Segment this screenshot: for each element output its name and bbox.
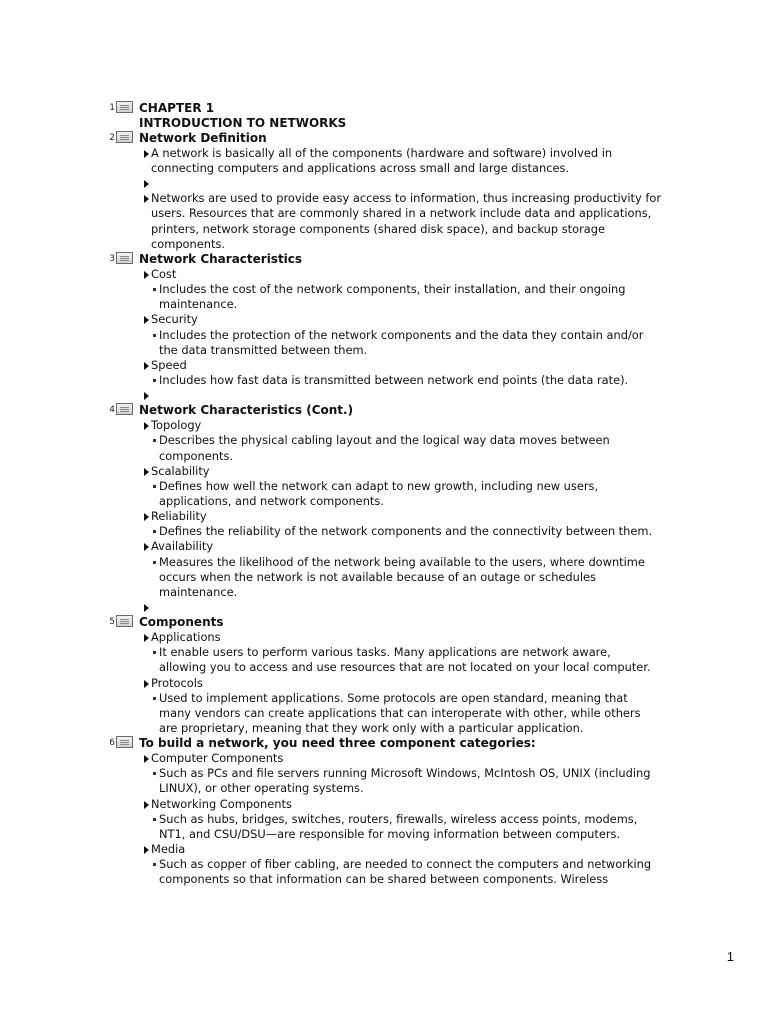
square-bullet-icon bbox=[153, 863, 156, 866]
triangle-bullet-icon bbox=[144, 513, 149, 521]
bullet-text: Networking Components bbox=[151, 796, 292, 811]
sub-bullet-item bbox=[159, 812, 659, 842]
bullet-text: Scalability bbox=[151, 463, 210, 478]
bullet-item bbox=[151, 358, 671, 373]
bullet-text: Reliability bbox=[151, 509, 207, 524]
triangle-bullet-icon bbox=[144, 362, 149, 370]
bullet-text: Networks are used to provide easy access to information, thus increasing productivity for users. Resources that are commonly shared in a network include data and applications, printers, network storage components (shared disk space), and backup storage components. bbox=[151, 191, 662, 251]
sub-bullet-item bbox=[159, 691, 659, 736]
triangle-bullet-icon bbox=[144, 543, 149, 551]
triangle-bullet-icon bbox=[144, 604, 149, 612]
bullet-item bbox=[151, 312, 671, 327]
square-bullet-icon bbox=[153, 561, 156, 564]
slide-title bbox=[139, 252, 699, 267]
bullet-item bbox=[151, 797, 671, 812]
bullet-text: It enable users to perform various tasks. Many applications are network aware, allowing you to access and use resources that are not located on your local computer. bbox=[159, 645, 651, 675]
triangle-bullet-icon bbox=[144, 180, 149, 188]
triangle-bullet-icon bbox=[144, 316, 149, 324]
slide-title-line: Network Characteristics (Cont.) bbox=[139, 403, 354, 418]
sub-bullet-item bbox=[159, 766, 659, 796]
triangle-bullet-icon bbox=[144, 846, 149, 854]
slide-title bbox=[139, 736, 699, 751]
slide-number: 2 bbox=[109, 133, 115, 143]
bullet-text: Security bbox=[151, 312, 198, 327]
bullet-text: Media bbox=[151, 842, 186, 857]
slide-title-line: Network Characteristics bbox=[139, 251, 303, 266]
bullet-text: Describes the physical cabling layout and the logical way data moves between components. bbox=[159, 433, 610, 463]
bullet-text: Speed bbox=[151, 357, 187, 372]
bullet-text: A network is basically all of the components (hardware and software) involved in connecting computers and applications across small and large distances. bbox=[151, 146, 613, 176]
slide-number: 3 bbox=[109, 253, 115, 264]
slide-number: 5 bbox=[109, 617, 115, 628]
bullet-text: Such as PCs and file servers running Microsoft Windows, McIntosh OS, UNIX (including LINUX), or other operating systems. bbox=[159, 766, 651, 796]
slide-title-line: To build a network, you need three component categories: bbox=[139, 736, 536, 751]
triangle-bullet-icon bbox=[144, 392, 149, 400]
triangle-bullet-icon bbox=[144, 150, 149, 158]
page-number: 1 bbox=[726, 949, 734, 964]
sub-bullet-item bbox=[159, 645, 659, 675]
slide-title bbox=[139, 131, 699, 146]
slide-outline-3 bbox=[0, 252, 768, 403]
bullet-item bbox=[151, 539, 671, 554]
sub-bullet-item bbox=[159, 524, 659, 539]
bullet-item bbox=[151, 464, 671, 479]
triangle-bullet-icon bbox=[144, 634, 149, 642]
bullet-item bbox=[151, 509, 671, 524]
square-bullet-icon bbox=[153, 697, 156, 700]
bullet-item bbox=[151, 191, 671, 252]
slide-title-line: Network Definition bbox=[139, 131, 267, 145]
bullet-text: Such as hubs, bridges, switches, routers, firewalls, wireless access points, modems, NT1, and CSU/DSU—are responsible for moving information between computers. bbox=[159, 811, 638, 841]
sub-bullet-item bbox=[159, 373, 659, 388]
square-bullet-icon bbox=[153, 772, 156, 775]
bullet-item bbox=[151, 146, 671, 176]
bullet-item bbox=[151, 600, 671, 615]
bullet-text: Applications bbox=[151, 630, 221, 645]
slide-outline-4 bbox=[0, 403, 768, 615]
slide-title bbox=[139, 403, 699, 418]
triangle-bullet-icon bbox=[144, 680, 149, 688]
slide-outline-1 bbox=[0, 101, 768, 131]
triangle-bullet-icon bbox=[144, 195, 149, 203]
bullet-text: Such as copper of fiber cabling, are needed to connect the computers and networking components so that information can be shared between components. Wireless bbox=[159, 857, 652, 887]
slide-title bbox=[139, 101, 699, 131]
triangle-bullet-icon bbox=[144, 755, 149, 763]
sub-bullet-item bbox=[159, 555, 659, 600]
slide-title bbox=[139, 615, 699, 630]
bullet-text: Includes the protection of the network components and the data they contain and/or the data transmitted between them. bbox=[159, 327, 644, 357]
slide-thumbnail-icon bbox=[116, 615, 133, 627]
bullet-text: Measures the likelihood of the network being available to the users, where downtime occurs when the network is not available because of an outage or schedules maintenance. bbox=[159, 554, 645, 599]
sub-bullet-item bbox=[159, 282, 659, 312]
slide-outline-5 bbox=[0, 615, 768, 736]
square-bullet-icon bbox=[153, 818, 156, 821]
slide-outline-6 bbox=[0, 736, 768, 887]
sub-bullet-item bbox=[159, 328, 659, 358]
square-bullet-icon bbox=[153, 439, 156, 442]
square-bullet-icon bbox=[153, 288, 156, 291]
slide-number: 1 bbox=[109, 103, 115, 113]
triangle-bullet-icon bbox=[144, 468, 149, 476]
bullet-text: Includes how fast data is transmitted between network end points (the data rate). bbox=[159, 373, 629, 388]
slide-thumbnail-icon bbox=[116, 131, 133, 143]
bullet-item bbox=[151, 418, 671, 433]
square-bullet-icon bbox=[153, 530, 156, 533]
sub-bullet-item bbox=[159, 433, 659, 463]
slide-number: 6 bbox=[109, 738, 115, 749]
slide-thumbnail-icon bbox=[116, 736, 133, 748]
slide-outline-2 bbox=[0, 131, 768, 252]
bullet-item bbox=[151, 630, 671, 645]
bullet-text: Defines the reliability of the network components and the connectivity between them. bbox=[159, 524, 653, 539]
slide-title-line: CHAPTER 1 bbox=[139, 101, 215, 115]
bullet-item bbox=[151, 388, 671, 403]
bullet-item bbox=[151, 751, 671, 766]
bullet-text: Topology bbox=[151, 418, 202, 433]
bullet-item bbox=[151, 676, 671, 691]
square-bullet-icon bbox=[153, 485, 156, 488]
slide-thumbnail-icon bbox=[116, 101, 133, 113]
bullet-text: Protocols bbox=[151, 675, 203, 690]
bullet-text: Computer Components bbox=[151, 751, 284, 766]
bullet-item bbox=[151, 842, 671, 857]
bullet-text: Defines how well the network can adapt to new growth, including new users, applications, and network components. bbox=[159, 478, 599, 508]
sub-bullet-item bbox=[159, 857, 659, 887]
slide-thumbnail-icon bbox=[116, 252, 133, 264]
bullet-text: Includes the cost of the network components, their installation, and their ongoing maintenance. bbox=[159, 282, 626, 312]
bullet-text: Cost bbox=[151, 266, 177, 281]
square-bullet-icon bbox=[153, 379, 156, 382]
slide-title-line: Components bbox=[139, 615, 224, 630]
bullet-item bbox=[151, 267, 671, 282]
sub-bullet-item bbox=[159, 479, 659, 509]
slide-number: 4 bbox=[109, 405, 115, 416]
bullet-text: Availability bbox=[151, 539, 214, 554]
bullet-item bbox=[151, 176, 671, 191]
triangle-bullet-icon bbox=[144, 801, 149, 809]
triangle-bullet-icon bbox=[144, 422, 149, 430]
square-bullet-icon bbox=[153, 334, 156, 337]
slide-title-line: INTRODUCTION TO NETWORKS bbox=[139, 116, 347, 130]
triangle-bullet-icon bbox=[144, 271, 149, 279]
slide-thumbnail-icon bbox=[116, 403, 133, 415]
square-bullet-icon bbox=[153, 651, 156, 654]
bullet-text: Used to implement applications. Some protocols are open standard, meaning that many vendors can create applications that can interoperate with other, while others are proprietary, meaning that they work only with a particular application. bbox=[159, 690, 641, 735]
